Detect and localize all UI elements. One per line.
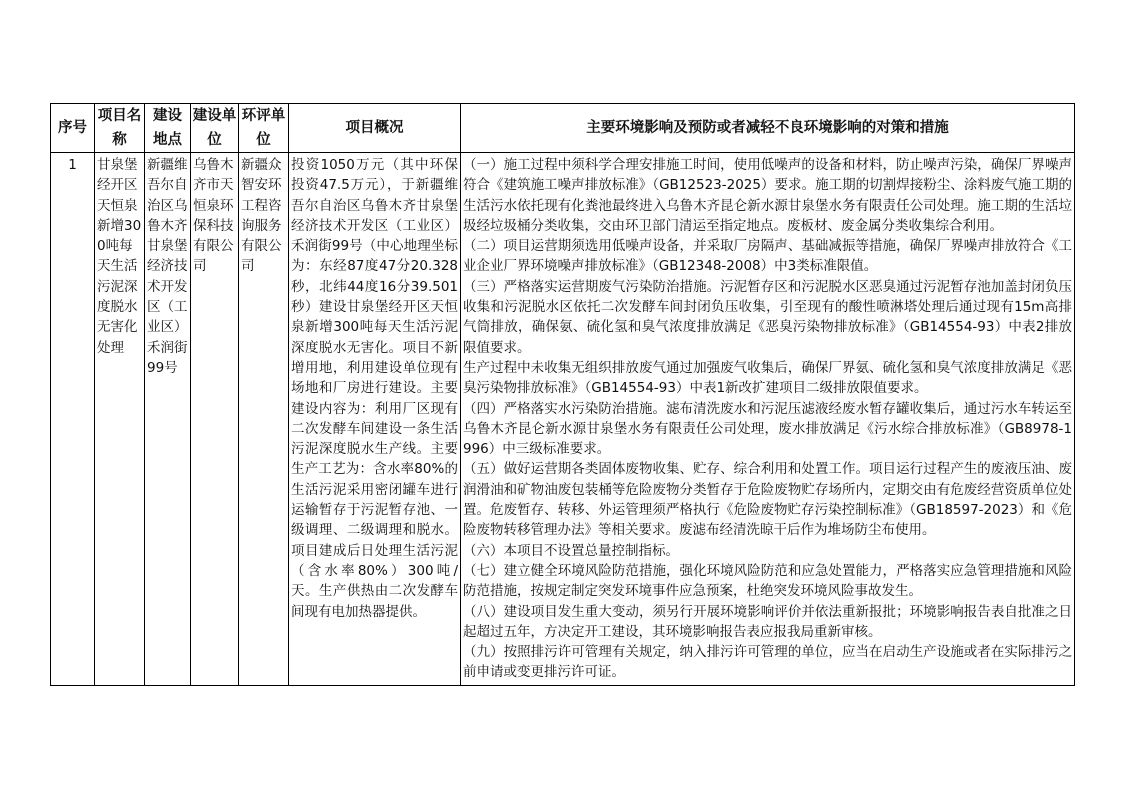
table-row: [51, 153, 1075, 686]
measure-item: （九）按照排污许可管理有关规定，纳入排污许可管理的单位，应当在启动生产设施或者在实际排污之前申请或变更排污许可证。: [463, 644, 1072, 681]
header-row: [51, 104, 1075, 153]
measure-item: （三）严格落实运营期废气污染防治措施。污泥暂存区和污泥脱水区恶臭通过污泥暂存池加盖封闭负压收集和污泥脱水区依托二次发酵车间封闭负压收集，引至现有的酸性喷淋塔处理后通过现有15m高排气筒排放，确保氨、硫化氢和臭气浓度排放满足《恶臭污染物排放标准》（GB14554-93）中表2排放限值要求。: [463, 278, 1072, 356]
measure-item: （一）施工过程中须科学合理安排施工时间，使用低噪声的设备和材料，防止噪声污染，确保厂界噪声符合《建筑施工噪声排放标准》（GB12523-2025）要求。施工期的切割焊接粉尘、涂料废气施工期的生活污水依托现有化粪池最终进入乌鲁木齐昆仑新水源甘泉堡水务有限责任公司处理。施工期的生活垃圾经垃圾桶分类收集，交由环卫部门清运至指定地点。废板材、废金属分类收集综合利用。: [463, 157, 1072, 234]
approval-table: [50, 103, 1075, 686]
header-index: 序号: [51, 104, 95, 153]
cell-measures: [461, 153, 1075, 686]
measure-item: （七）建立健全环境风险防范措施，强化环境风险防范和应急处置能力，严格落实应急管理措施和风险防范措施，按规定制定突发环境事件应急预案，杜绝突发环境风险事故发生。: [463, 562, 1072, 600]
cell-index: 1: [51, 153, 95, 686]
header-measures: 主要环境影响及预防或者减轻不良环境影响的对策和措施: [461, 104, 1075, 153]
cell-eia-unit: 新疆众智安环工程咨询服务有限公司: [239, 153, 289, 686]
measure-item: （六）本项目不设置总量控制指标。: [463, 542, 679, 559]
measure-item: （四）严格落实水污染防治措施。滤布清洗废水和污泥压滤液经废水暂存罐收集后，通过污水车转运至乌鲁木齐昆仑新水源甘泉堡水务有限责任公司处理，废水排放满足《污水综合排放标准》（GB8978-1996）中三级标准要求。: [463, 400, 1072, 458]
header-location: 建设地点: [145, 104, 191, 153]
cell-location: 新疆维吾尔自治区乌鲁木齐甘泉堡经济技术开发区（工业区）禾润街99号: [145, 153, 191, 686]
cell-builder: 乌鲁木齐市天恒泉环保科技有限公司: [191, 153, 239, 686]
cell-project-name: 甘泉堡经开区天恒泉新增300吨每天生活污泥深度脱水无害化处理: [95, 153, 145, 686]
measure-item: （二）项目运营期须选用低噪声设备，并采取厂房隔声、基础减振等措施，确保厂界噪声排放符合《工业企业厂界环境噪声排放标准》（GB12348-2008）中3类标准限值。: [463, 238, 1072, 275]
measure-item: 生产过程中未收集无组织排放废气通过加强废气收集后，确保厂界氨、硫化氢和臭气浓度排放满足《恶臭污染物排放标准》（GB14554-93）中表1新改扩建项目二级排放限值要求。: [463, 359, 1072, 397]
measure-item: （八）建设项目发生重大变动，须另行开展环境影响评价并依法重新报批；环境影响报告表自批准之日起超过五年，方决定开工建设，其环境影响报告表应报我局重新审核。: [463, 603, 1072, 640]
cell-overview: 投资1050万元（其中环保投资47.5万元），于新疆维吾尔自治区乌鲁木齐甘泉堡经济技术开发区（工业区）禾润街99号（中心地理坐标为：东经87度47分20.328秒，北纬44度16分39.501秒）建设甘泉堡经开区天恒泉新增300吨每天生活污泥深度脱水无害化。项目不新增用地，利用建设单位现有场地和厂房进行建设。主要建设内容为：利用厂区现有二次发酵车间建设一条生活污泥深度脱水生产线。主要生产工艺为：含水率80%的生活污泥采用密闭罐车进行运输暂存于污泥暂存池、一级调理、二级调理和脱水。项目建成后日处理生活污泥（含水率80%）300吨/天。生产供热由二次发酵车间现有电加热器提供。: [289, 153, 461, 686]
header-project-name: 项目名称: [95, 104, 145, 153]
header-overview: 项目概况: [289, 104, 461, 153]
header-builder: 建设单位: [191, 104, 239, 153]
measure-item: （五）做好运营期各类固体废物收集、贮存、综合利用和处置工作。项目运行过程产生的废液压油、废润滑油和矿物油废包装桶等危险废物分类暂存于危险废物贮存场所内，定期交由有危废经营资质单位处置。危废暂存、转移、外运管理须严格执行《危险废物贮存污染控制标准》（GB18597-2023）和《危险废物转移管理办法》等相关要求。废滤布经清洗晾干后作为堆场防尘布使用。: [463, 461, 1072, 539]
header-eia-unit: 环评单位: [239, 104, 289, 153]
